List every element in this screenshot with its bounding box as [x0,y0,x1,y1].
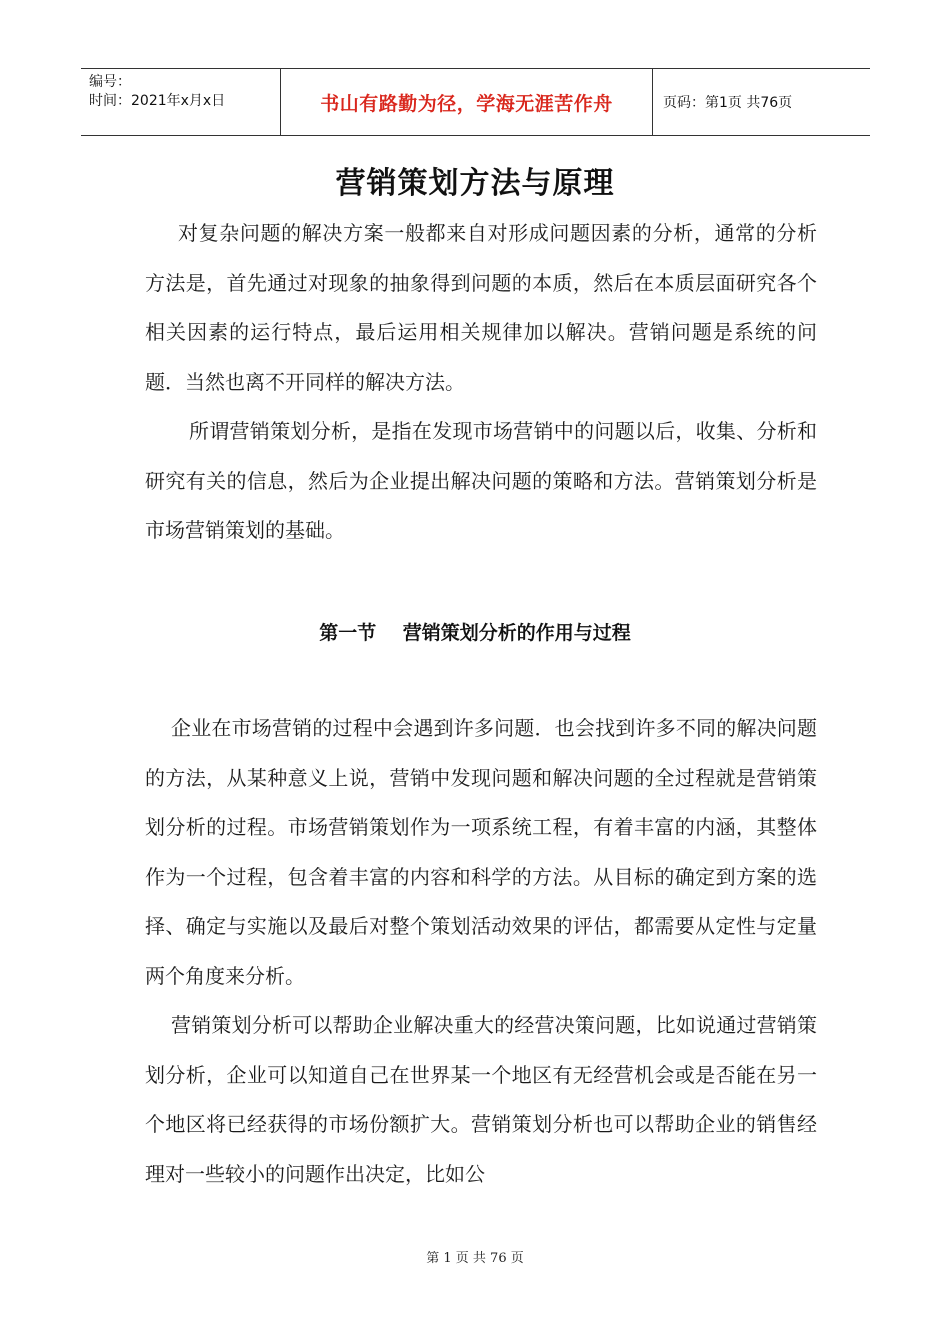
date-label: 时间：2021年x月x日 [89,93,226,109]
header-page-info: 页码：第1页 共76页 [663,95,793,111]
header-page-cell [653,69,870,135]
header-motto-cell [281,69,653,135]
header-motto: 书山有路勤为径，学海无涯苦作舟 [320,92,613,115]
page-footer: 第 1 页 共 76 页 [426,1251,524,1266]
section-title: 第一节 营销策划分析的作用与过程 [319,622,631,644]
serial-number-label: 编号： [89,74,131,90]
intro-paragraph-1: 对复杂问题的解决方案一般都来自对形成问题因素的分析，通常的分析方法是，首先通过对现象的抽象得到问题的本质，然后在本质层面研究各个相关因素的运行特点，最后运用相关规律加以解决。营销问题是系统的问题．当然也离不开同样的解决方法。 [145,221,817,394]
document-header [81,68,870,136]
section-paragraph-2: 营销策划分析可以帮助企业解决重大的经营决策问题，比如说通过营销策划分析，企业可以知道自己在世界某一个地区有无经营机会或是否能在另一个地区将已经获得的市场份额扩大。营销策划分析也可以帮助企业的销售经理对一些较小的问题作出决定，比如公 [145,1013,817,1186]
document-title: 营销策划方法与原理 [335,166,615,201]
header-meta-cell [81,69,281,135]
intro-paragraph-2: 所谓营销策划分析，是指在发现市场营销中的问题以后，收集、分析和研究有关的信息，然后为企业提出解决问题的策略和方法。营销策划分析是市场营销策划的基础。 [145,419,817,542]
section-paragraph-1: 企业在市场营销的过程中会遇到许多问题．也会找到许多不同的解决问题的方法，从某种意义上说，营销中发现问题和解决问题的全过程就是营销策划分析的过程。市场营销策划作为一项系统工程，有着丰富的内涵，其整体作为一个过程，包含着丰富的内容和科学的方法。从目标的确定到方案的选择、确定与实施以及最后对整个策划活动效果的评估，都需要从定性与定量两个角度来分析。 [145,716,817,988]
